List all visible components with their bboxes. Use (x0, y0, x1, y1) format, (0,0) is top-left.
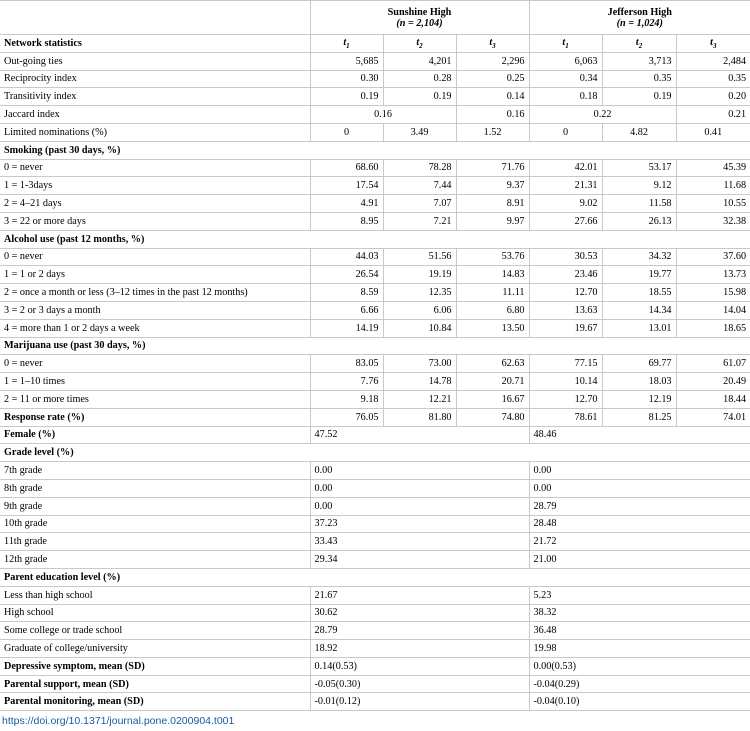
row-label: 8th grade (0, 479, 310, 497)
value-cell: 78.61 (529, 408, 602, 426)
row-label: 2 = 11 or more times (0, 390, 310, 408)
value-cell: 29.34 (310, 551, 529, 569)
row-label: 1 = 1–10 times (0, 373, 310, 391)
data-row (0, 284, 750, 302)
data-row (0, 479, 750, 497)
data-row (0, 551, 750, 569)
data-row (0, 604, 750, 622)
row-label: 1 = 1-3days (0, 177, 310, 195)
school1-name: Sunshine High (387, 6, 452, 18)
value-cell: 0.20 (676, 88, 750, 106)
limited-nominations-row (0, 123, 750, 141)
value-cell: 0.34 (529, 70, 602, 88)
row-label: Response rate (%) (0, 408, 310, 426)
value-cell: 44.03 (310, 248, 383, 266)
value-cell: 20.49 (676, 373, 750, 391)
row-label: 11th grade (0, 533, 310, 551)
value-cell: 11.58 (602, 195, 676, 213)
value-cell: 53.76 (456, 248, 529, 266)
value-cell: 33.43 (310, 533, 529, 551)
data-row (0, 622, 750, 640)
value-cell: 7.44 (383, 177, 456, 195)
value-cell: 18.65 (676, 319, 750, 337)
value-cell: 12.35 (383, 284, 456, 302)
value-cell: 0.00 (310, 497, 529, 515)
row-label: 12th grade (0, 551, 310, 569)
section-title: Grade level (%) (0, 444, 750, 462)
value-cell: 3.49 (383, 123, 456, 141)
value-cell: 68.60 (310, 159, 383, 177)
value-cell: 10.14 (529, 373, 602, 391)
value-cell: 62.63 (456, 355, 529, 373)
value-cell: 15.98 (676, 284, 750, 302)
value-cell: 74.01 (676, 408, 750, 426)
value-cell: 0.19 (310, 88, 383, 106)
value-cell: 17.54 (310, 177, 383, 195)
value-cell: 18.92 (310, 640, 529, 658)
value-cell: 19.98 (529, 640, 750, 658)
time-label: $t_3$ (710, 36, 717, 50)
time-label: $t_3$ (489, 36, 496, 50)
row-label: 3 = 2 or 3 days a month (0, 301, 310, 319)
jaccard-row (0, 106, 750, 124)
network-row (0, 52, 750, 70)
time-subscript: 2 (419, 41, 423, 50)
value-cell: 30.62 (310, 604, 529, 622)
row-label: 4 = more than 1 or 2 days a week (0, 319, 310, 337)
time-label: $t_2$ (416, 36, 423, 50)
value-cell: 2,296 (456, 52, 529, 70)
value-cell: 0.19 (602, 88, 676, 106)
summary-row (0, 675, 750, 693)
section-header (0, 444, 750, 462)
value-cell: 0 (529, 123, 602, 141)
school2-n: (n = 1,024) (616, 17, 663, 29)
value-cell: 9.37 (456, 177, 529, 195)
value-cell: 16.67 (456, 390, 529, 408)
value-cell: 13.50 (456, 319, 529, 337)
data-row (0, 497, 750, 515)
value-cell: 27.66 (529, 212, 602, 230)
data-row (0, 266, 750, 284)
row-label: Some college or trade school (0, 622, 310, 640)
section-header (0, 230, 750, 248)
school2-header (529, 1, 750, 35)
value-cell: 19.77 (602, 266, 676, 284)
section-title: Smoking (past 30 days, %) (0, 141, 750, 159)
row-label: Less than high school (0, 586, 310, 604)
row-label: 7th grade (0, 462, 310, 480)
value-cell: -0.04(0.10) (529, 693, 750, 711)
value-cell: 5,685 (310, 52, 383, 70)
value-cell: 0.19 (383, 88, 456, 106)
time-header (383, 35, 456, 53)
value-cell: 36.48 (529, 622, 750, 640)
section-header (0, 141, 750, 159)
value-cell: 83.05 (310, 355, 383, 373)
section-label: Network statistics (0, 35, 310, 53)
value-cell: 0.00 (529, 479, 750, 497)
value-cell: 71.76 (456, 159, 529, 177)
value-cell: 37.60 (676, 248, 750, 266)
value-cell: 0.00(0.53) (529, 657, 750, 675)
value-cell: 18.44 (676, 390, 750, 408)
value-cell: 0.14 (456, 88, 529, 106)
value-cell: 81.80 (383, 408, 456, 426)
value-cell: 4.91 (310, 195, 383, 213)
row-label: Out-going ties (0, 52, 310, 70)
data-row (0, 533, 750, 551)
value-cell: 4.82 (602, 123, 676, 141)
value-cell: 9.02 (529, 195, 602, 213)
value-cell: 37.23 (310, 515, 529, 533)
row-label: 2 = once a month or less (3–12 times in the past 12 months) (0, 284, 310, 302)
value-cell: 69.77 (602, 355, 676, 373)
value-cell: 30.53 (529, 248, 602, 266)
value-cell: 42.01 (529, 159, 602, 177)
data-row (0, 319, 750, 337)
row-label: 9th grade (0, 497, 310, 515)
row-label: 0 = never (0, 355, 310, 373)
value-cell: 6,063 (529, 52, 602, 70)
value-cell: 61.07 (676, 355, 750, 373)
value-cell: 0.18 (529, 88, 602, 106)
school-header-row (0, 1, 750, 35)
row-label: Parental monitoring, mean (SD) (0, 693, 310, 711)
data-row (0, 355, 750, 373)
value-cell: 0.00 (529, 462, 750, 480)
value-cell: 32.38 (676, 212, 750, 230)
value-cell: 34.32 (602, 248, 676, 266)
value-cell: 0.28 (383, 70, 456, 88)
time-label: $t_1$ (562, 36, 569, 50)
row-label: 0 = never (0, 248, 310, 266)
value-cell: 21.72 (529, 533, 750, 551)
value-cell: 0.16 (456, 106, 529, 124)
value-cell: 10.55 (676, 195, 750, 213)
value-cell: 45.39 (676, 159, 750, 177)
value-cell: 0.16 (310, 106, 456, 124)
summary-row (0, 657, 750, 675)
row-label: High school (0, 604, 310, 622)
female-row (0, 426, 750, 444)
value-cell: 21.67 (310, 586, 529, 604)
data-row (0, 177, 750, 195)
value-cell: 9.18 (310, 390, 383, 408)
school1-n: (n = 2,104) (396, 17, 443, 29)
row-label: Graduate of college/university (0, 640, 310, 658)
value-cell: 0.41 (676, 123, 750, 141)
row-label: Reciprocity index (0, 70, 310, 88)
time-header (310, 35, 383, 53)
value-cell: 14.19 (310, 319, 383, 337)
value-cell: 12.70 (529, 284, 602, 302)
row-label: Female (%) (0, 426, 310, 444)
value-cell: 10.84 (383, 319, 456, 337)
value-cell: 5.23 (529, 586, 750, 604)
time-subscript: 3 (492, 41, 496, 50)
value-cell: 26.54 (310, 266, 383, 284)
data-row (0, 462, 750, 480)
value-cell: 1.52 (456, 123, 529, 141)
header-blank (0, 1, 310, 35)
value-cell: 7.07 (383, 195, 456, 213)
value-cell: 6.80 (456, 301, 529, 319)
data-row (0, 390, 750, 408)
data-row (0, 373, 750, 391)
network-row (0, 88, 750, 106)
value-cell: 0.30 (310, 70, 383, 88)
row-label: 10th grade (0, 515, 310, 533)
time-subscript: 2 (638, 41, 643, 50)
value-cell: -0.01(0.12) (310, 693, 529, 711)
value-cell: -0.05(0.30) (310, 675, 529, 693)
data-row (0, 195, 750, 213)
school1-header (310, 1, 529, 35)
doi-link[interactable]: https://doi.org/10.1371/journal.pone.0200904.t001 (2, 715, 235, 728)
value-cell: 28.79 (529, 497, 750, 515)
time-header (602, 35, 676, 53)
section-header (0, 568, 750, 586)
value-cell: 14.83 (456, 266, 529, 284)
row-label: 3 = 22 or more days (0, 212, 310, 230)
data-row (0, 640, 750, 658)
value-cell: 13.01 (602, 319, 676, 337)
value-cell: 8.91 (456, 195, 529, 213)
time-header (676, 35, 750, 53)
value-cell: 74.80 (456, 408, 529, 426)
value-cell: 0 (310, 123, 383, 141)
value-cell: 12.21 (383, 390, 456, 408)
value-cell: 12.19 (602, 390, 676, 408)
section-header (0, 337, 750, 355)
value-cell: 26.13 (602, 212, 676, 230)
value-cell: 78.28 (383, 159, 456, 177)
section-title: Marijuana use (past 30 days, %) (0, 337, 750, 355)
value-cell: 23.46 (529, 266, 602, 284)
value-cell: 3,713 (602, 52, 676, 70)
time-subscript: 3 (712, 41, 717, 50)
summary-row (0, 693, 750, 711)
value-cell: 38.32 (529, 604, 750, 622)
row-label: 2 = 4–21 days (0, 195, 310, 213)
value-cell: 0.35 (676, 70, 750, 88)
data-row (0, 586, 750, 604)
row-label: 1 = 1 or 2 days (0, 266, 310, 284)
value-cell: 11.68 (676, 177, 750, 195)
value-cell: 0.25 (456, 70, 529, 88)
value-cell: 73.00 (383, 355, 456, 373)
time-subscript: 1 (346, 41, 350, 50)
data-row (0, 159, 750, 177)
row-label: 0 = never (0, 159, 310, 177)
row-label: Transitivity index (0, 88, 310, 106)
value-cell: 0.35 (602, 70, 676, 88)
row-label: Jaccard index (0, 106, 310, 124)
time-header (456, 35, 529, 53)
value-cell: 19.19 (383, 266, 456, 284)
value-cell: 14.78 (383, 373, 456, 391)
network-row (0, 70, 750, 88)
value-cell: 8.59 (310, 284, 383, 302)
value-cell: 28.48 (529, 515, 750, 533)
value-cell: 0.00 (310, 462, 529, 480)
value-cell: 6.06 (383, 301, 456, 319)
value-cell: 11.11 (456, 284, 529, 302)
value-cell: 21.00 (529, 551, 750, 569)
time-label: $t_2$ (635, 36, 643, 50)
value-cell: 7.76 (310, 373, 383, 391)
value-cell: 14.34 (602, 301, 676, 319)
time-header (529, 35, 602, 53)
network-statistics-header (0, 35, 750, 53)
time-subscript: 1 (565, 41, 569, 50)
row-label: Parental support, mean (SD) (0, 675, 310, 693)
section-title: Alcohol use (past 12 months, %) (0, 230, 750, 248)
school2-name: Jefferson High (607, 6, 672, 18)
value-cell: 13.73 (676, 266, 750, 284)
time-label: $t_1$ (343, 36, 350, 50)
value-cell: 8.95 (310, 212, 383, 230)
value-cell: 13.63 (529, 301, 602, 319)
value-cell: 53.17 (602, 159, 676, 177)
value-cell: 4,201 (383, 52, 456, 70)
value-cell: 0.22 (529, 106, 676, 124)
value-cell: 18.55 (602, 284, 676, 302)
value-cell: 9.12 (602, 177, 676, 195)
value-cell: 21.31 (529, 177, 602, 195)
value-cell: 47.52 (310, 426, 529, 444)
row-label: Limited nominations (%) (0, 123, 310, 141)
data-row (0, 212, 750, 230)
data-row (0, 515, 750, 533)
value-cell: 48.46 (529, 426, 750, 444)
value-cell: 19.67 (529, 319, 602, 337)
value-cell: 76.05 (310, 408, 383, 426)
value-cell: 51.56 (383, 248, 456, 266)
value-cell: 6.66 (310, 301, 383, 319)
value-cell: 0.21 (676, 106, 750, 124)
value-cell: 20.71 (456, 373, 529, 391)
value-cell: 2,484 (676, 52, 750, 70)
value-cell: 14.04 (676, 301, 750, 319)
section-title: Parent education level (%) (0, 568, 750, 586)
data-row (0, 301, 750, 319)
data-row (0, 248, 750, 266)
value-cell: 7.21 (383, 212, 456, 230)
response-rate-row (0, 408, 750, 426)
value-cell: 0.14(0.53) (310, 657, 529, 675)
value-cell: 77.15 (529, 355, 602, 373)
value-cell: 12.70 (529, 390, 602, 408)
value-cell: 18.03 (602, 373, 676, 391)
value-cell: 81.25 (602, 408, 676, 426)
value-cell: 28.79 (310, 622, 529, 640)
value-cell: -0.04(0.29) (529, 675, 750, 693)
row-label: Depressive symptom, mean (SD) (0, 657, 310, 675)
value-cell: 0.00 (310, 479, 529, 497)
value-cell: 9.97 (456, 212, 529, 230)
